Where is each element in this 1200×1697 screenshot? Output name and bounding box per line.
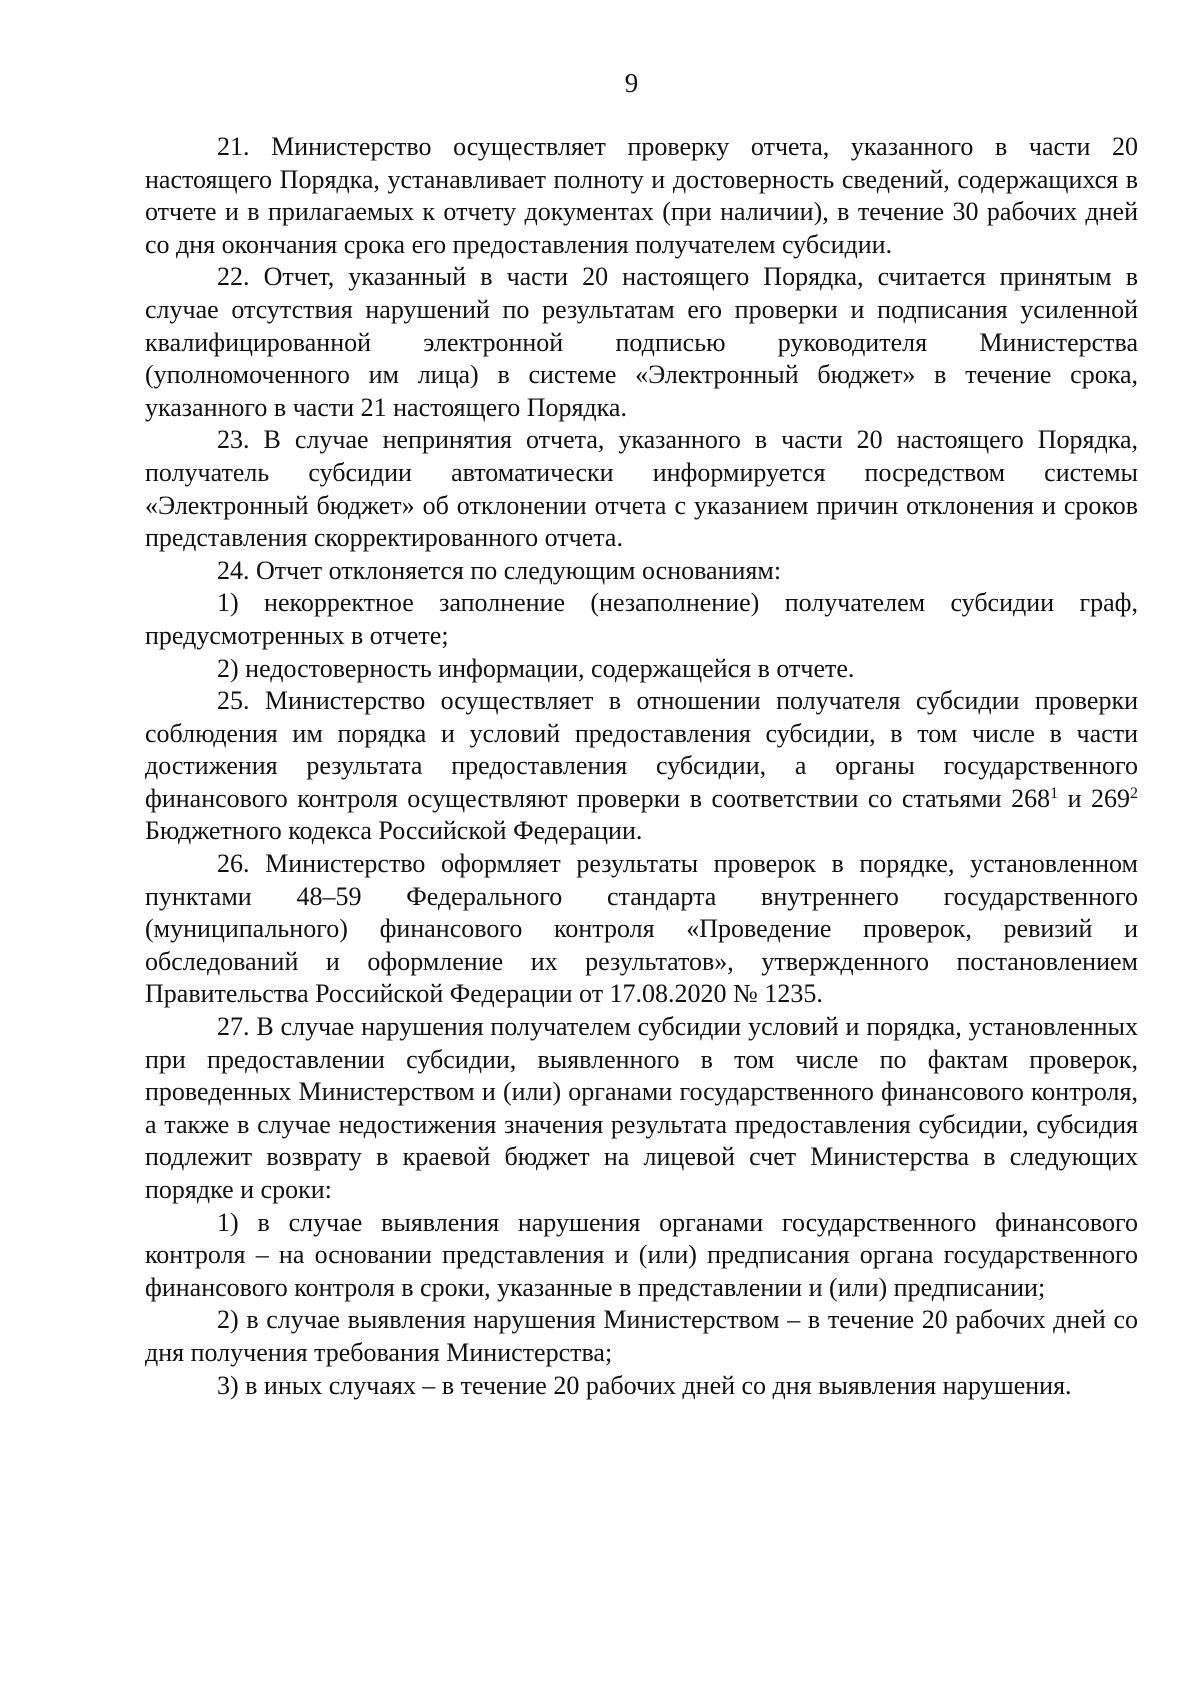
paragraph-23: 23. В случае непринятия отчета, указанного в части 20 настоящего Порядка, получатель субсидии автоматически информируется посредством системы «Электронный бюджет» об отклонении отчета с указанием причин отклонения и сроков представления скорректированного отчета.	[145, 425, 1138, 553]
page-number: 9	[624, 68, 639, 98]
paragraph-25-text-after: Бюджетного кодекса Российской Федерации.	[145, 816, 643, 846]
paragraph-22: 22. Отчет, указанный в части 20 настоящего Порядка, считается принятым в случае отсутствия нарушений по результатам его проверки и подписания усиленной квалифицированной электронной подписью руководителя Министерства (уполномоченного им лица) в системе «Электронный бюджет» в течение срока, указанного в части 21 настоящего Порядка.	[145, 262, 1138, 422]
document-body	[145, 131, 1138, 1402]
paragraph-27: 27. В случае нарушения получателем субсидии условий и порядка, установленных при предоставлении субсидии, выявленного в том числе по фактам проверок, проведенных Министерством и (или) органами государственного финансового контроля, а также в случае недостижения значения результата предоставления субсидии, субсидия подлежит возврату в краевой бюджет на лицевой счет Министерства в следующих порядке и сроки:	[145, 1012, 1138, 1204]
paragraph-25-text-before: 25. Министерство осуществляет в отношении получателя субсидии проверки соблюдения им порядка и условий предоставления субсидии, в том числе в части достижения результата предоставления субсидии, а органы государственного финансового контроля осуществляют проверки в соответствии со статьями 268	[145, 686, 1138, 813]
paragraph-24-item-1: 1) некорректное заполнение (незаполнение) получателем субсидии граф, предусмотренных в отчете;	[145, 588, 1138, 650]
paragraph-24-item-2: 2) недостоверность информации, содержащейся в отчете.	[217, 653, 855, 683]
paragraph-24: 24. Отчет отклоняется по следующим основаниям:	[217, 555, 782, 585]
paragraph-27-item-1: 1) в случае выявления нарушения органами государственного финансового контроля – на основании представления и (или) предписания органа государственного финансового контроля в сроки, указанные в представлении и (или) предписании;	[145, 1207, 1138, 1302]
superscript-2: 2	[1130, 784, 1139, 802]
paragraph-26: 26. Министерство оформляет результаты проверок в порядке, установленном пунктами 48–59 Федерального стандарта внутреннего государственного (муниципального) финансового контроля «Проведение проверок, ревизий и обследований и оформление их результатов», утвержденного постановлением Правительства Российской Федерации от 17.08.2020 № 1235.	[145, 849, 1138, 1009]
superscript-1: 1	[1050, 784, 1059, 802]
paragraph-25	[145, 685, 1138, 848]
paragraph-25-text-middle: и 269	[1058, 783, 1131, 813]
paragraph-21: 21. Министерство осуществляет проверку отчета, указанного в части 20 настоящего Порядка, устанавливает полноту и достоверность сведений, содержащихся в отчете и в прилагаемых к отчету документах (при наличии), в течение 30 рабочих дней со дня окончания срока его предоставления получателем субсидии.	[145, 132, 1138, 259]
paragraph-27-item-3: 3) в иных случаях – в течение 20 рабочих дней со дня выявления нарушения.	[217, 1370, 1072, 1400]
paragraph-27-item-2: 2) в случае выявления нарушения Министерством – в течение 20 рабочих дней со дня получения требования Министерства;	[145, 1305, 1138, 1367]
